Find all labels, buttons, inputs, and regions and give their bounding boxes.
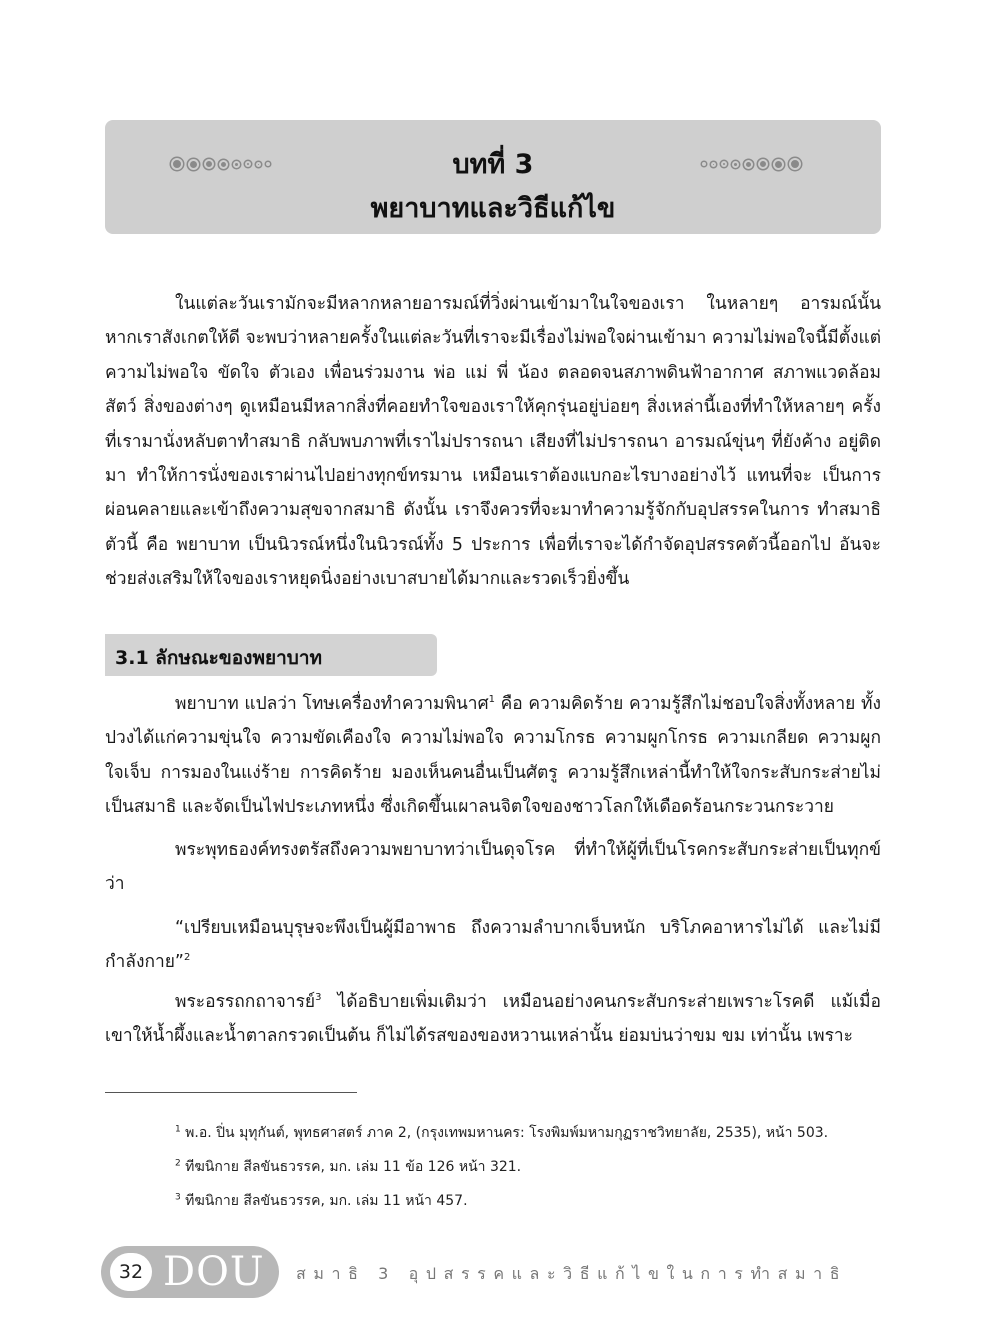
dot-icon bbox=[744, 160, 753, 169]
dou-logo: DOU bbox=[163, 1249, 265, 1295]
chapter-title: พยาบาทและวิธีแก้ไข bbox=[370, 193, 616, 224]
footnote-mark: 1 bbox=[175, 1124, 181, 1135]
quote-paragraph bbox=[105, 911, 881, 980]
dot-icon bbox=[702, 162, 706, 166]
footnote-text: ทีฆนิกาย สีลขันธวรรค, มก. เล่ม 11 ข้อ 126 หน้า 321. bbox=[180, 1159, 522, 1175]
definition-text-rest: คือ ความคิดร้าย ความรู้สึกไม่ชอบใจสิ่งทั้งหลาย ทั้งปวงได้แก่ความขุ่นใจ ความขัดเคืองใจ ความไม่พอใจ ความโกรธ ความผูกโกรธ ความเกลียด ความผูก ใจเจ็บ การมองในแง่ร้าย การคิดร้าย มองเห็นคนอื่นเป็นศัตรู ความรู้สึกเหล่านี้ทำให้ใจกระสับกระส่ายไม่ เป็นสมาธิ และจัดเป็นไฟประเภทหนึ่ง ซึ่งเกิดขึ้นเผาลนจิตใจของชาวโลกให้เดือดร้อนกระวนกระวาย bbox=[105, 694, 881, 818]
section-heading bbox=[105, 634, 437, 676]
dot-icon bbox=[773, 159, 784, 170]
definition-text-start: พยาบาท แปลว่า โทษเครื่องทำความพินาศ bbox=[175, 694, 489, 714]
footnote-mark: 2 bbox=[175, 1158, 181, 1169]
dot-icon bbox=[758, 159, 768, 169]
dot-icon bbox=[789, 158, 801, 170]
definition-paragraph bbox=[105, 687, 881, 825]
section-title: 3.1 ลักษณะของพยาบาท bbox=[115, 647, 323, 669]
footnote-divider bbox=[105, 1092, 357, 1093]
commentary-paragraph bbox=[105, 985, 881, 1054]
footnote-text: ทีฆนิกาย สีลขันธวรรค, มก. เล่ม 11 หน้า 457. bbox=[180, 1193, 468, 1209]
buddha-paragraph: พระพุทธองค์ทรงตรัสถึงความพยาบาทว่าเป็นดุจโรค ที่ทำให้ผู้ที่เป็นโรคกระสับกระส่ายเป็นทุกข์ ว่า bbox=[105, 840, 881, 895]
commentary-text-start: พระอรรถกถาจารย์ bbox=[175, 992, 316, 1012]
chapter-number: บทที่ 3 bbox=[452, 149, 534, 180]
footnote-ref: 1 bbox=[488, 694, 495, 706]
dot-icon bbox=[732, 161, 739, 168]
footer-logo-pill bbox=[101, 1246, 279, 1298]
page-number: 32 bbox=[110, 1253, 152, 1291]
running-title: สมาธิ 3 อุปสรรคและวิธีแก้ไขในการทำสมาธิ bbox=[296, 1264, 848, 1283]
footnote-mark: 3 bbox=[175, 1192, 181, 1203]
dot-icon bbox=[721, 161, 727, 167]
footnote-1 bbox=[175, 1122, 828, 1144]
footnote-ref: 2 bbox=[183, 952, 191, 964]
chapter-header bbox=[105, 120, 881, 234]
footnote-3 bbox=[175, 1190, 468, 1212]
commentary-text-rest: ได้อธิบายเพิ่มเติมว่า เหมือนอย่างคนกระสับกระส่ายเพราะโรคดี แม้เมื่อ เขาให้น้ำผึ้งและน้ำตาลกรวดเป็นต้น ก็ไม่ได้รสของของหวานเหล่านั้น ย่อมบ่นว่าขม ขม เท่านั้น เพราะ bbox=[105, 992, 881, 1047]
intro-paragraph: ในแต่ละวันเรามักจะมีหลากหลายอารมณ์ที่วิ่งผ่านเข้ามาในใจของเรา ในหลายๆ อารมณ์นั้น หากเราสังเกตให้ดี จะพบว่าหลายครั้งในแต่ละวันที่เราจะมีเรื่องไม่พอใจผ่านเข้ามา ความไม่พอใจนี้มีตั้งแต่ ความไม่พอใจ ขัดใจ ตัวเอง เพื่อนร่วมงาน พ่อ แม่ พี่ น้อง ตลอดจนสภาพดินฟ้าอากาศ สภาพแวดล้อม สัตว์ สิ่งของต่างๆ ดูเหมือนมีหลากสิ่งที่คอยทำใจของเราให้คุกรุ่นอยู่บ่อยๆ สิ่งเหล่านี้เองที่ทำให้หลายๆ ครั้ง ที่เรามานั่งหลับตาทำสมาธิ กลับพบภาพที่เราไม่ปรารถนา เสียงที่ไม่ปรารถนา อารมณ์ขุ่นๆ ที่ยังค้าง อยู่ติดมา ทำให้การนั่งของเราผ่านไปอย่างทุกข์ทรมาน เหมือนเราต้องแบกอะไรบางอย่างไว้ แทนที่จะ เป็นการผ่อนคลายและเข้าถึงความสุขจากสมาธิ ดังนั้น เราจึงควรที่จะมาทำความรู้จักกับอุปสรรคในการ ทำสมาธิตัวนี้ คือ พยาบาท เป็นนิวรณ์หนึ่งในนิวรณ์ทั้ง 5 ประการ เพื่อที่เราจะได้กำจัดอุปสรรคตัวนี้ออกไป อันจะช่วยส่งเสริมให้ใจของเราหยุดนิ่งอย่างเบาสบายได้มากและรวดเร็วยิ่งขึ้น bbox=[105, 294, 881, 590]
footnote-ref: 3 bbox=[315, 992, 322, 1004]
dot-icon bbox=[711, 162, 716, 167]
quote-text: “เปรียบเหมือนบุรุษจะพึงเป็นผู้มีอาพาธ ถึงความลำบากเจ็บหนัก บริโภคอาหารไม่ได้ และไม่มี กำลังกาย” bbox=[105, 918, 881, 973]
footnote-2 bbox=[175, 1156, 521, 1178]
decorative-dots-right bbox=[702, 158, 801, 170]
footnote-text: พ.อ. ปิ่น มุทุกันต์, พุทธศาสตร์ ภาค 2, (กรุงเทพมหานคร: โรงพิมพ์มหามกุฏราชวิทยาลัย, 2535), หน้า 503. bbox=[180, 1125, 829, 1141]
